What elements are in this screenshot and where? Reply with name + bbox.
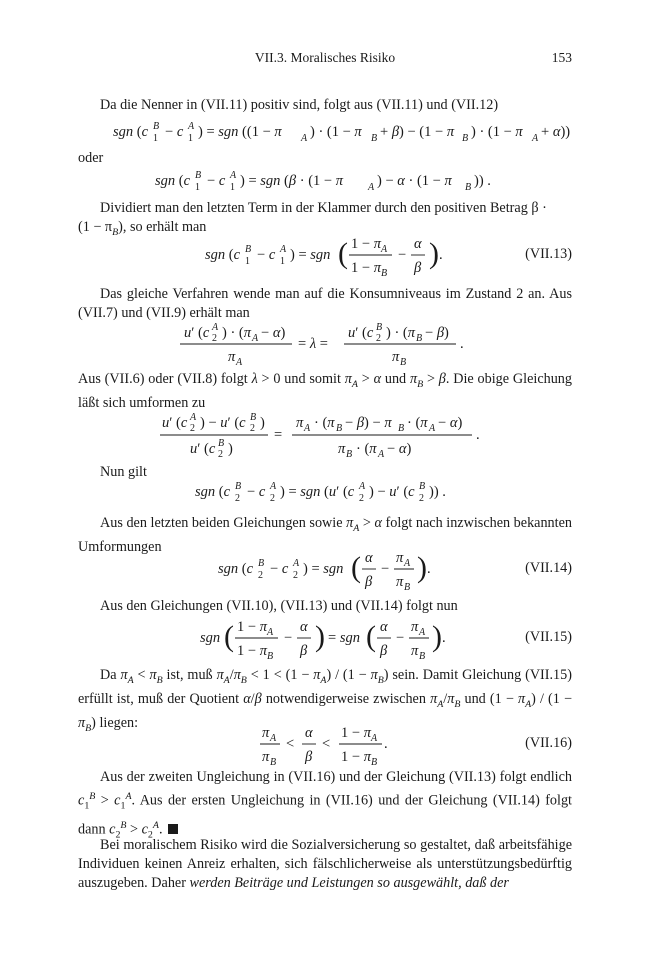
- svg-text:π: π: [228, 349, 236, 365]
- svg-text:u′ (c: u′ (c: [348, 325, 374, 341]
- svg-text:1 − π: 1 − π: [237, 643, 267, 659]
- svg-text:2: 2: [218, 449, 223, 460]
- paragraph-3-part-2: (1 − π: [78, 219, 113, 235]
- svg-text:2: 2: [292, 570, 298, 581]
- svg-text:− α): − α): [261, 325, 286, 341]
- svg-text:<: <: [286, 736, 295, 752]
- svg-text:=: =: [274, 427, 283, 443]
- svg-text:B: B: [371, 133, 378, 144]
- equation-7: [78, 542, 572, 594]
- svg-text:sgn (c: sgn (c: [113, 124, 149, 140]
- svg-text:− α): − α): [387, 441, 412, 457]
- svg-text:u′ (c: u′ (c: [162, 415, 188, 431]
- svg-text:1 − π: 1 − π: [341, 725, 371, 741]
- qed-square-icon: [168, 824, 178, 834]
- svg-text:B: B: [245, 244, 252, 255]
- svg-text:B: B: [267, 651, 274, 662]
- svg-text:β: β: [305, 749, 313, 765]
- paragraph-2: oder: [78, 150, 104, 166]
- svg-text:2: 2: [212, 333, 217, 344]
- svg-text:1: 1: [245, 256, 250, 267]
- svg-text:A: A: [368, 182, 375, 193]
- svg-text:−: −: [284, 630, 293, 646]
- svg-text:− β) − π: − β) − π: [345, 415, 392, 431]
- svg-text:B: B: [371, 757, 378, 768]
- svg-text:− c: − c: [207, 173, 226, 189]
- svg-text:): ): [260, 415, 265, 431]
- svg-text:A: A: [212, 322, 219, 333]
- svg-text:) = sgn: ) = sgn: [290, 247, 331, 263]
- svg-text:.: .: [426, 561, 431, 577]
- svg-text:.: .: [460, 336, 464, 352]
- svg-text:A: A: [252, 333, 259, 344]
- svg-text:π: π: [395, 550, 403, 566]
- svg-text:−: −: [380, 561, 389, 577]
- svg-text:B: B: [257, 558, 264, 569]
- svg-text:1 − π: 1 − π: [351, 236, 381, 252]
- equation-6: [78, 474, 572, 510]
- svg-text:B: B: [403, 582, 410, 593]
- svg-text:A: A: [381, 244, 388, 255]
- paragraph-8: Aus den Gleichungen (VII.10), (VII.13) und (VII.14) folgt nun: [100, 598, 458, 614]
- svg-text:A: A: [270, 481, 277, 492]
- svg-text:A: A: [378, 449, 385, 460]
- svg-text:β: β: [364, 574, 372, 590]
- svg-text:.: .: [476, 427, 480, 443]
- svg-text:2: 2: [270, 493, 275, 504]
- svg-text:1 − π: 1 − π: [341, 749, 371, 765]
- equation-label-vii-16: (VII.16): [525, 734, 572, 751]
- svg-text:A: A: [190, 412, 197, 423]
- svg-text:B: B: [416, 333, 423, 344]
- svg-text:π: π: [338, 441, 346, 457]
- svg-text:α: α: [305, 725, 313, 741]
- svg-text:− α): − α): [438, 415, 463, 431]
- svg-text:B: B: [462, 133, 469, 144]
- svg-text:(: (: [338, 237, 348, 270]
- svg-text:A: A: [270, 733, 277, 744]
- svg-text:1: 1: [188, 133, 193, 144]
- svg-text:(: (: [366, 620, 376, 653]
- svg-text:B: B: [218, 438, 225, 449]
- svg-text:π: π: [262, 725, 270, 741]
- svg-text:.: .: [439, 247, 443, 263]
- svg-text:) · (π: ) · (π: [386, 325, 416, 341]
- svg-text:B: B: [346, 449, 353, 460]
- paragraph-4: Das gleiche Verfahren wende man auf die Konsumniveaus im Zustand 2 an. Aus (VII.7) und (VII.9) erhält man: [78, 286, 572, 321]
- svg-text:2: 2: [257, 570, 263, 581]
- svg-text:) = sgn ((1 − π: ) = sgn ((1 − π: [198, 124, 282, 140]
- svg-text:): ): [432, 620, 442, 653]
- svg-text:A: A: [304, 423, 311, 434]
- svg-text:α: α: [300, 619, 308, 635]
- svg-text:1: 1: [153, 133, 158, 144]
- svg-text:= sgn: = sgn: [328, 630, 360, 646]
- svg-text:) · (1 − π: ) · (1 − π: [471, 124, 523, 140]
- svg-text:· (π: · (π: [314, 415, 335, 431]
- svg-text:π: π: [395, 574, 403, 590]
- svg-text:): ): [429, 237, 439, 270]
- svg-text:u′ (c: u′ (c: [190, 441, 216, 457]
- running-title: VII.3. Moralisches Risiko: [254, 50, 396, 65]
- svg-text:A: A: [371, 733, 378, 744]
- svg-text:A: A: [403, 558, 410, 569]
- svg-text:): ): [315, 620, 325, 653]
- svg-text:π: π: [411, 619, 419, 635]
- svg-text:2: 2: [235, 493, 240, 504]
- equation-8: [78, 611, 572, 663]
- svg-text:) · (π: ) · (π: [222, 325, 252, 341]
- svg-text:sgn (c: sgn (c: [155, 173, 191, 189]
- svg-text:A: A: [267, 627, 274, 638]
- svg-text:B: B: [419, 651, 426, 662]
- paragraph-11-emphasis: werden Beiträge und Leistungen so ausgewählt, daß der: [189, 875, 509, 891]
- svg-text:.: .: [384, 736, 388, 752]
- equation-label-vii-14: (VII.14): [525, 559, 572, 576]
- svg-text:−: −: [396, 630, 405, 646]
- svg-text:− c: − c: [247, 484, 266, 500]
- svg-text:1 − π: 1 − π: [237, 619, 267, 635]
- svg-text:) − u′ (c: ) − u′ (c: [200, 415, 246, 431]
- svg-text:= λ =: = λ =: [298, 336, 328, 352]
- paragraph-9: Da $\pi_A < \pi_B$ ist, muß $\pi_A/\pi_B < 1 < (1 - \pi_A) / (1 - \pi_B)$ sein. Damit Gleichung (VII.15) erfüllt ist, muß der Quotient α/β notwendigerweise zwischen $\pi_A/\pi_B$ und $(1 - \pi_A) / (1 - \pi_B)$ liegen:: [78, 667, 572, 734]
- svg-text:) · (1 − π: ) · (1 − π: [310, 124, 362, 140]
- svg-text:B: B: [419, 481, 426, 492]
- svg-text:· (π: · (π: [407, 415, 428, 431]
- svg-text:B: B: [250, 412, 257, 423]
- svg-text:B: B: [195, 170, 202, 181]
- svg-text:u′ (c: u′ (c: [184, 325, 210, 341]
- svg-text:B: B: [398, 423, 405, 434]
- equation-label-vii-13: (VII.13): [525, 245, 572, 262]
- equation-2: [78, 160, 572, 200]
- equation-3: [78, 228, 572, 280]
- svg-text:π: π: [262, 749, 270, 765]
- svg-text:A: A: [280, 244, 287, 255]
- svg-text:) = sgn (β · (1 − π: ) = sgn (β · (1 − π: [240, 173, 343, 189]
- svg-text:α: α: [380, 619, 388, 635]
- svg-text:+ β) − (1 − π: + β) − (1 − π: [380, 124, 455, 140]
- svg-text:β: β: [414, 260, 422, 276]
- svg-text:α: α: [364, 550, 373, 566]
- page-number: 153: [551, 50, 572, 65]
- paragraph-3-part-1: Dividiert man den letzten Term in der Klammer durch den positiven Betrag β ·: [100, 200, 547, 216]
- equation-4: [78, 320, 572, 368]
- svg-text:) − u′ (c: ) − u′ (c: [369, 484, 415, 500]
- svg-text:B: B: [465, 182, 472, 193]
- svg-text:A: A: [236, 357, 243, 368]
- paragraph-6: Nun gilt: [100, 464, 147, 480]
- svg-text:(: (: [224, 620, 234, 653]
- svg-text:− β): − β): [425, 325, 449, 341]
- svg-text:B: B: [400, 357, 407, 368]
- svg-text:A: A: [429, 423, 436, 434]
- svg-text:.: .: [442, 630, 446, 646]
- svg-text:1: 1: [280, 256, 285, 267]
- equation-9: [78, 719, 572, 767]
- svg-text:B: B: [381, 268, 388, 279]
- svg-text:A: A: [359, 481, 366, 492]
- svg-text:2: 2: [250, 423, 255, 434]
- svg-text:−: −: [398, 247, 407, 263]
- equation-5: [78, 410, 572, 460]
- svg-text:)) .: )) .: [474, 173, 491, 189]
- svg-text:1: 1: [195, 182, 200, 193]
- svg-text:<: <: [322, 736, 331, 752]
- svg-text:+ α)): + α)): [541, 124, 571, 140]
- svg-text:A: A: [419, 627, 426, 638]
- svg-text:A: A: [230, 170, 237, 181]
- equation-1: [78, 111, 572, 151]
- svg-text:sgn (c: sgn (c: [217, 561, 253, 577]
- svg-text:) = sgn: ) = sgn: [302, 561, 343, 577]
- paragraph-3: Dividiert man den letzten Term in der Klammer durch den positiven Betrag β · $(1 - \pi_B)$, so erhält man: [78, 200, 547, 238]
- paragraph-10: Aus der zweiten Ungleichung in (VII.16) und der Gleichung (VII.13) folgt endlich $c_1^B > c_1^A$. Aus der ersten Ungleichung in (VII.16) und der Gleichung (VII.14) folgt dann $c_2^B > c_2^A$.: [78, 769, 572, 841]
- svg-text:− c: − c: [269, 561, 288, 577]
- svg-text:2: 2: [419, 493, 424, 504]
- svg-text:π: π: [296, 415, 304, 431]
- svg-text:− c: − c: [257, 247, 276, 263]
- svg-text:β: β: [300, 643, 308, 659]
- paragraph-11: [78, 836, 572, 893]
- paragraph-11-text: Bei moralischem Risiko wird die Sozialversicherung so gestaltet, daß arbeitsfähige Individuen keinen Anreiz erhalten, sich fälschlicherweise als unterstützungsbedürftig auszugeben. Daher: [78, 837, 572, 891]
- svg-text:): ): [416, 551, 427, 584]
- svg-text:A: A: [292, 558, 299, 569]
- svg-text:) − α · (1 − π: ) − α · (1 − π: [377, 173, 452, 189]
- paragraph-5: Aus (VII.6) oder (VII.8) folgt λ > 0 und somit $\pi_A > \alpha$ und $\pi_B > \beta$. Die obige Gleichung läßt sich umformen zu: [78, 371, 572, 411]
- svg-text:)) .: )) .: [429, 484, 446, 500]
- svg-text:B: B: [336, 423, 343, 434]
- svg-text:sgn (c: sgn (c: [195, 484, 231, 500]
- svg-text:π: π: [411, 643, 419, 659]
- paragraph-1: Da die Nenner in (VII.11) positiv sind, folgt aus (VII.11) und (VII.12): [100, 97, 499, 113]
- svg-text:(: (: [350, 551, 361, 584]
- svg-text:sgn: sgn: [200, 630, 221, 646]
- svg-text:· (π: · (π: [356, 441, 377, 457]
- svg-text:1 − π: 1 − π: [351, 260, 381, 276]
- paragraph-3-part-3: ), so erhält man: [118, 219, 207, 235]
- svg-text:A: A: [188, 121, 195, 132]
- equation-label-vii-15: (VII.15): [525, 628, 572, 645]
- svg-text:1: 1: [230, 182, 235, 193]
- svg-text:): ): [228, 441, 233, 457]
- svg-text:B: B: [376, 322, 383, 333]
- svg-text:B: B: [235, 481, 242, 492]
- page-header: [78, 50, 572, 70]
- svg-text:sgn (c: sgn (c: [205, 247, 241, 263]
- svg-text:A: A: [301, 133, 308, 144]
- svg-text:2: 2: [376, 333, 381, 344]
- svg-text:α: α: [414, 236, 422, 252]
- svg-text:) = sgn (u′ (c: ) = sgn (u′ (c: [280, 484, 355, 500]
- svg-text:β: β: [380, 643, 388, 659]
- svg-text:2: 2: [190, 423, 195, 434]
- svg-text:A: A: [532, 133, 539, 144]
- svg-text:π: π: [392, 349, 400, 365]
- svg-text:2: 2: [359, 493, 364, 504]
- paragraph-7: Aus den letzten beiden Gleichungen sowie $\pi_A > \alpha$ folgt nach inzwischen bekannten Umformungen: [78, 515, 572, 555]
- svg-text:B: B: [153, 121, 160, 132]
- svg-text:− c: − c: [165, 124, 184, 140]
- svg-text:B: B: [270, 757, 277, 768]
